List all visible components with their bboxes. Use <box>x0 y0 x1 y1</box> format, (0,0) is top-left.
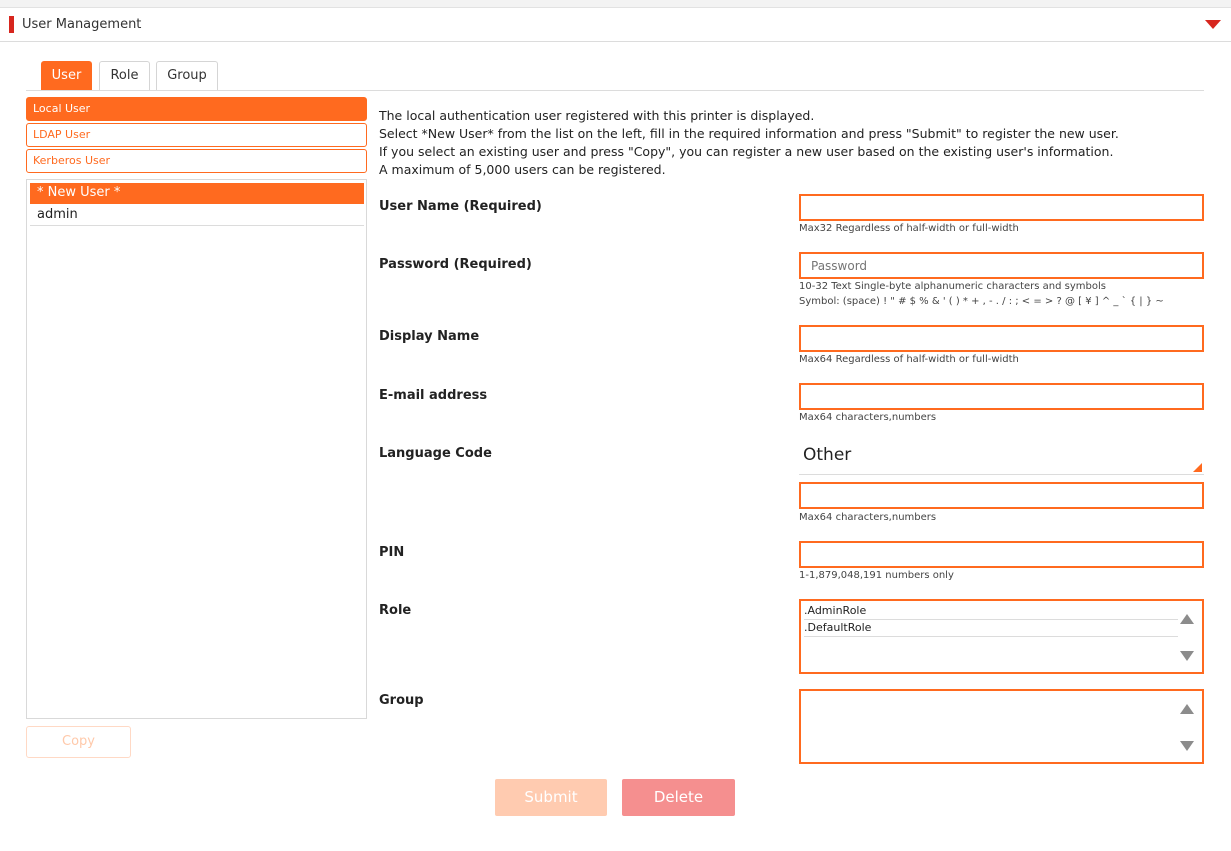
tab-group[interactable]: Group <box>156 61 218 90</box>
subtab-kerberos-user[interactable]: Kerberos User <box>26 149 367 173</box>
language-hint: Max64 characters,numbers <box>799 512 937 523</box>
group-label: Group <box>379 693 424 708</box>
scroll-down-icon[interactable] <box>1180 651 1194 661</box>
tab-role[interactable]: Role <box>99 61 150 90</box>
language-select[interactable] <box>799 441 1204 475</box>
scroll-up-icon[interactable] <box>1180 704 1194 714</box>
language-label: Language Code <box>379 446 492 461</box>
role-label: Role <box>379 603 412 618</box>
scroll-down-icon[interactable] <box>1180 741 1194 751</box>
display-name-label: Display Name <box>379 329 480 344</box>
scroll-up-icon[interactable] <box>1180 614 1194 624</box>
display-name-input[interactable] <box>799 325 1204 352</box>
header-marker <box>9 16 14 33</box>
role-listbox[interactable] <box>799 599 1204 674</box>
description-line-3: If you select an existing user and press "Copy", you can register a new user based on the existing user's information. <box>379 144 1114 159</box>
section-header <box>0 8 1231 42</box>
role-option-admin[interactable]: .AdminRole <box>804 603 1178 620</box>
password-hint: 10-32 Text Single-byte alphanumeric characters and symbols <box>799 281 1106 292</box>
subtab-local-user[interactable]: Local User <box>26 97 367 121</box>
pin-input[interactable] <box>799 541 1204 568</box>
password-input[interactable] <box>799 252 1204 279</box>
pin-label: PIN <box>379 545 405 560</box>
submit-button[interactable]: Submit <box>495 779 607 816</box>
group-listbox[interactable] <box>799 689 1204 764</box>
password-symbol-hint: Symbol: (space) ! " # $ % & ' ( ) * + , - . / : ; < = > ? @ [ ¥ ] ^ _ ` { | } ~ <box>799 296 1164 307</box>
email-hint: Max64 characters,numbers <box>799 412 937 423</box>
user-item-admin[interactable]: admin <box>30 205 364 226</box>
language-selected-value: Other <box>803 445 852 465</box>
pin-hint: 1-1,879,048,191 numbers only <box>799 570 954 581</box>
page-title: User Management <box>22 17 142 32</box>
password-label: Password (Required) <box>379 257 532 272</box>
tab-user[interactable]: User <box>41 61 92 90</box>
description-line-1: The local authentication user registered with this printer is displayed. <box>379 108 815 123</box>
display-name-hint: Max64 Regardless of half-width or full-width <box>799 354 1019 365</box>
description-line-4: A maximum of 5,000 users can be registered. <box>379 162 666 177</box>
username-hint: Max32 Regardless of half-width or full-width <box>799 223 1019 234</box>
top-strip <box>0 0 1231 8</box>
collapse-triangle-icon[interactable] <box>1205 20 1221 29</box>
subtab-ldap-user[interactable]: LDAP User <box>26 123 367 147</box>
description-line-2: Select *New User* from the list on the left, fill in the required information and press "Submit" to register the new user. <box>379 126 1119 141</box>
username-input[interactable] <box>799 194 1204 221</box>
copy-button[interactable]: Copy <box>26 726 131 758</box>
role-option-default[interactable]: .DefaultRole <box>804 620 1178 637</box>
email-label: E-mail address <box>379 388 488 403</box>
user-item-new[interactable]: * New User * <box>30 183 364 204</box>
select-corner-icon <box>1193 463 1202 472</box>
tab-divider <box>26 90 1204 91</box>
delete-button[interactable]: Delete <box>622 779 735 816</box>
username-label: User Name (Required) <box>379 199 542 214</box>
language-code-input[interactable] <box>799 482 1204 509</box>
email-input[interactable] <box>799 383 1204 410</box>
user-list <box>26 179 367 719</box>
